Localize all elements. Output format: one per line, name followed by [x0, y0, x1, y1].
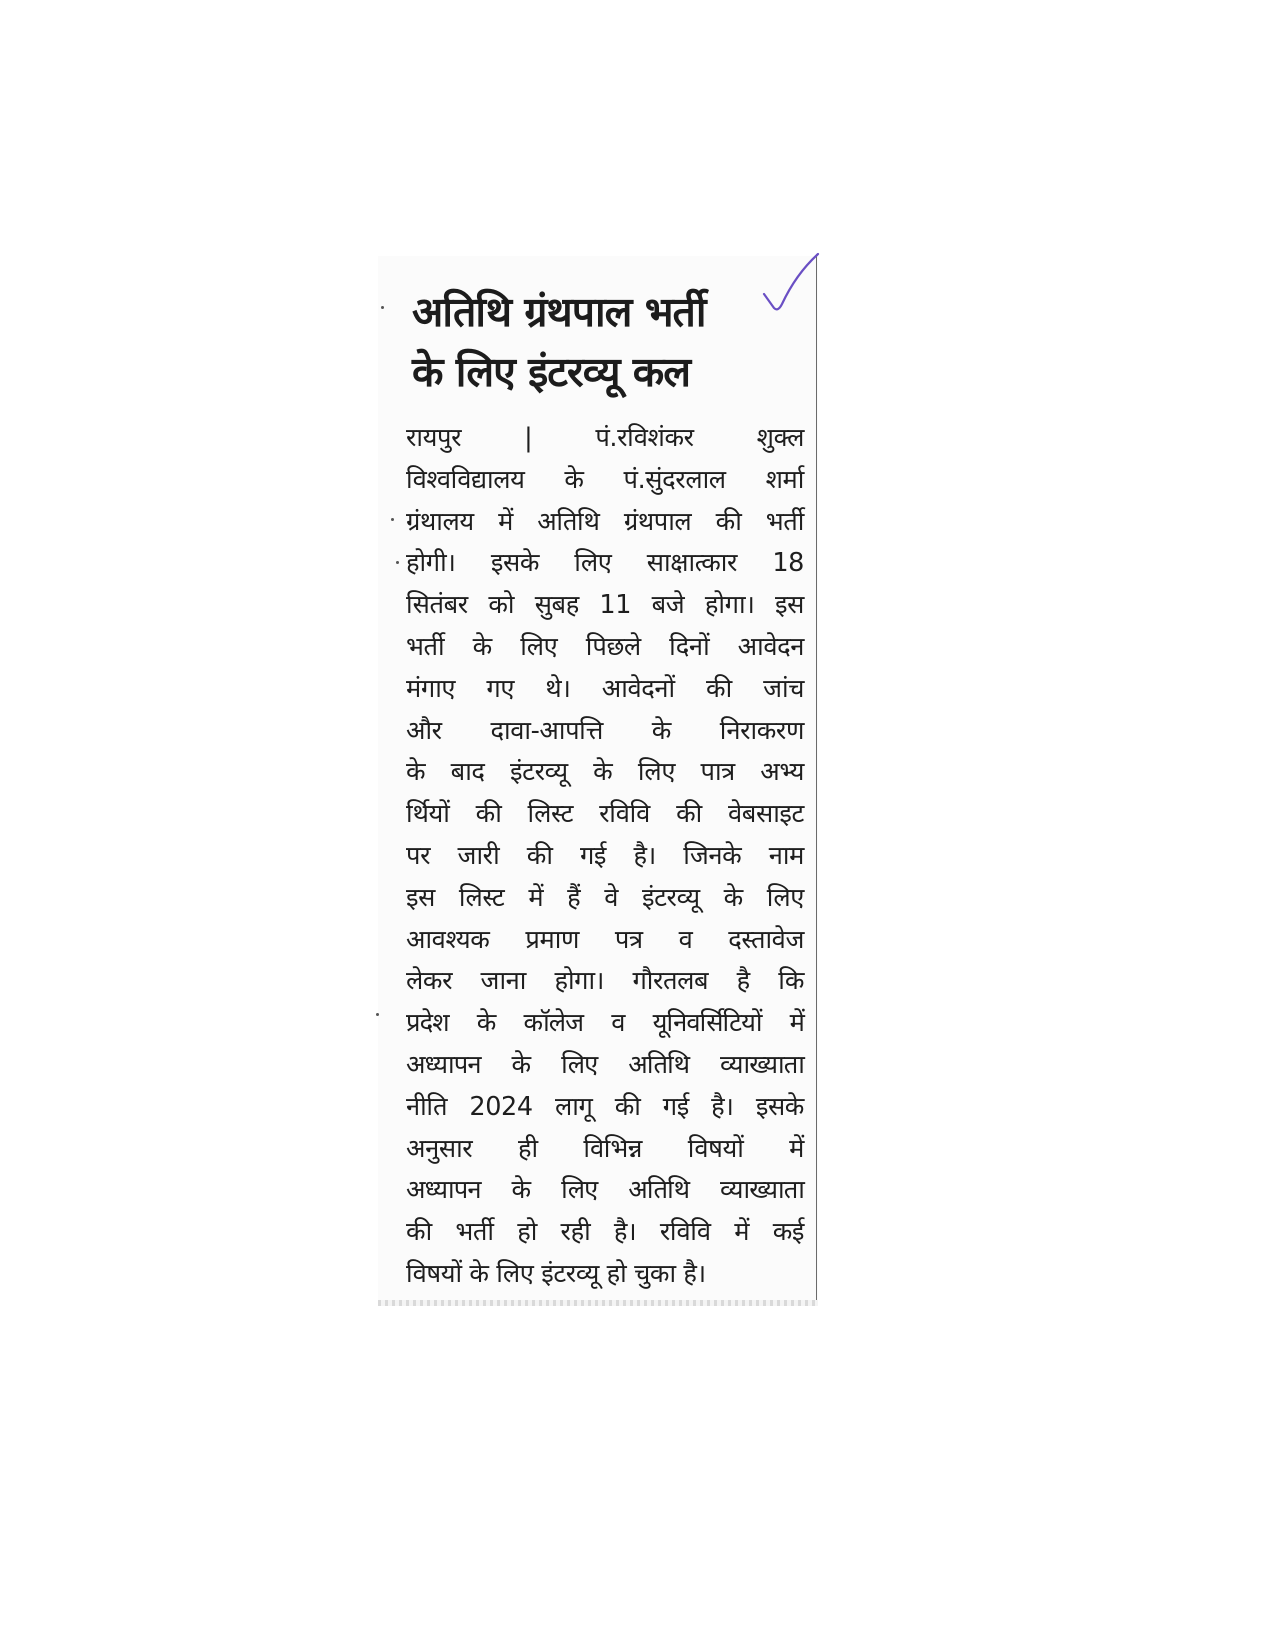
print-speck: [381, 306, 384, 309]
article-line: भर्ती के लिए पिछले दिनों आवेदन: [406, 631, 804, 662]
article-line: अध्यापन के लिए अतिथि व्याख्याता: [406, 1175, 804, 1206]
print-speck: [376, 1013, 379, 1016]
article-line: अनुसार ही विभिन्न विषयों में: [406, 1133, 804, 1164]
article-line: और दावा-आपत्ति के निराकरण: [406, 715, 804, 746]
article-line: की भर्ती हो रही है। रविवि में कई: [406, 1217, 804, 1248]
clipping-torn-edge: [378, 1300, 818, 1306]
article-line: प्रदेश के कॉलेज व यूनिवर्सिटियों में: [406, 1008, 804, 1039]
article-line: र्थियों की लिस्ट रविवि की वेबसाइट: [406, 799, 804, 830]
article-line: सितंबर को सुबह 11 बजे होगा। इस: [406, 590, 804, 621]
article-line: विषयों के लिए इंटरव्यू हो चुका है।: [406, 1258, 706, 1289]
article-line: के बाद इंटरव्यू के लिए पात्र अभ्य: [406, 757, 804, 788]
article-line: पर जारी की गई है। जिनके नाम: [406, 840, 804, 871]
column-rule: [816, 256, 817, 1306]
headline-line-2: के लिए इंटरव्यू कल: [412, 348, 691, 396]
article-line: अध्यापन के लिए अतिथि व्याख्याता: [406, 1049, 804, 1080]
print-speck: [396, 561, 399, 564]
article-line: आवश्यक प्रमाण पत्र व दस्तावेज: [406, 924, 804, 955]
article-line: नीति 2024 लागू की गई है। इसके: [406, 1091, 804, 1122]
check-mark-icon: [762, 252, 820, 332]
article-line: मंगाए गए थे। आवेदनों की जांच: [406, 673, 804, 704]
article-body: [406, 418, 804, 1296]
headline: [412, 282, 772, 402]
print-speck: [391, 518, 394, 521]
article-line: विश्वविद्यालय के पं.सुंदरलाल शर्मा: [406, 464, 804, 495]
article-line: ग्रंथालय में अतिथि ग्रंथपाल की भर्ती: [406, 506, 804, 537]
article-line: इस लिस्ट में हैं वे इंटरव्यू के लिए: [406, 882, 804, 913]
headline-line-1: अतिथि ग्रंथपाल भर्ती: [412, 288, 706, 336]
article-line: लेकर जाना होगा। गौरतलब है कि: [406, 966, 804, 997]
article-line: होगी। इसके लिए साक्षात्कार 18: [406, 548, 804, 579]
article-line: रायपुर | पं.रविशंकर शुक्ल: [406, 423, 804, 453]
